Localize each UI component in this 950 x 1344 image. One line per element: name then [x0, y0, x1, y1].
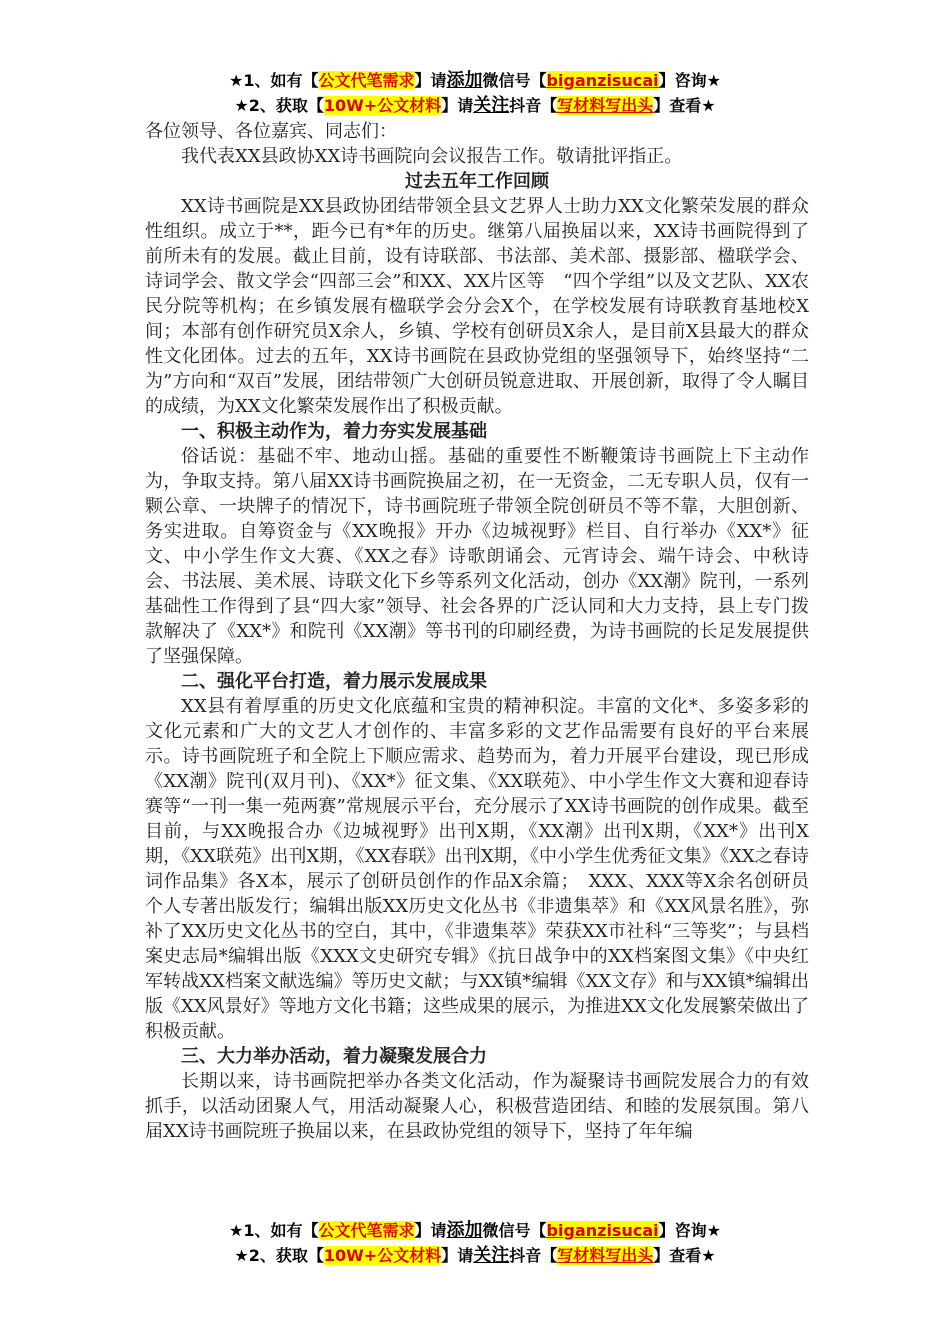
promo-banner-top: [0, 68, 950, 118]
highlight-materials: 10W+公文材料: [323, 1246, 442, 1265]
paragraph-activities: 长期以来，诗书画院把举办各类文化活动，作为凝聚诗书画院发展合力的有效抓手，以活动团聚人气，用活动凝聚人心，积极营造团结、和睦的发展氛围。第八届XX诗书画院班子换届以来，在县政协党组的领导下，坚持了年年编: [145, 1071, 809, 1142]
highlight-ghostwriting: 公文代笔需求: [318, 71, 415, 90]
intro-paragraph: 我代表XX县政协XX诗书画院向会议报告工作。敬请批评指正。: [181, 146, 683, 167]
paragraph-foundation: 俗话说：基础不牢、地动山摇。基础的重要性不断鞭策诗书画院上下主动作为，争取支持。第八届XX诗书画院换届之初，在一无资金，二无专职人员，仅有一颗公章、一块牌子的情况下，诗书画院班子带领全院创研员不等不靠，大胆创新、务实进取。自筹资金与《XX晚报》开办《边城视野》栏目、自行举办《XX*》征文、中小学生作文大赛、《XX之春》诗歌朗诵会、元宵诗会、端午诗会、中秋诗会、书法展、美术展、诗联文化下乡等系列文化活动，创办《XX潮》院刊，一系列基础性工作得到了县“四大家”领导、社会各界的广泛认同和大力支持，县上专门拨款解决了《XX*》和院刊《XX潮》等书刊的印刷经费，为诗书画院的长足发展提供了坚强保障。: [145, 446, 809, 667]
promo-line-1: ★1、如有【公文代笔需求】请添加微信号【biganzisucai】咨询★: [229, 1220, 721, 1241]
highlight-ghostwriting: 公文代笔需求: [318, 1221, 415, 1240]
highlight-douyin-account: 写材料写出头: [557, 1246, 654, 1265]
heading-2: 二、强化平台打造，着力展示发展成果: [181, 671, 487, 692]
heading-3: 三、大力举办活动，着力凝聚发展合力: [181, 1046, 487, 1067]
highlight-materials: 10W+公文材料: [323, 96, 442, 115]
highlight-wechat-id: biganzisucai: [546, 71, 659, 90]
promo-line-2: ★2、获取【10W+公文材料】请关注抖音【写材料写出头】查看★: [234, 1245, 716, 1266]
promo-line-1: ★1、如有【公文代笔需求】请添加微信号【biganzisucai】咨询★: [229, 70, 721, 91]
document-body: [145, 119, 809, 1144]
promo-banner-bottom: [0, 1218, 950, 1268]
heading-1: 一、积极主动作为，着力夯实发展基础: [181, 421, 487, 442]
paragraph-platform: XX县有着厚重的历史文化底蕴和宝贵的精神积淀。丰富的文化*、多姿多彩的文化元素和广大的文艺人才创作的、丰富多彩的文艺作品需要有良好的平台来展示。诗书画院班子和全院上下顺应需求、趋势而为，着力开展平台建设，现已形成《XX潮》院刊(双月刊)、《XX*》征文集、《XX联苑》、中小学生作文大赛和迎春诗赛等“一刊一集一苑两赛”常规展示平台，充分展示了XX诗书画院的创作成果。截至目前，与XX晚报合办《边城视野》出刊X期，《XX潮》出刊X期，《XX*》出刊X期，《XX联苑》出刊X期，《XX春联》出刊X期，《中小学生优秀征文集》《XX之春诗词作品集》各X本，展示了创研员创作的作品X余篇； XXX、XXX等X余名创研员个人专著出版发行；编辑出版XX历史文化丛书《非遗集萃》和《XX风景名胜》，弥补了XX历史文化丛书的空白，其中，《非遗集萃》荣获XX市社科“三等奖”；与县档案史志局*编辑出版《XXX文史研究专辑》《抗日战争中的XX档案图文集》《中央红军转战XX档案文献选编》等历史文献；与XX镇*编辑《XX文存》和与XX镇*编辑出版《XX风景好》等地方文化书籍；这些成果的展示，为推进XX文化发展繁荣做出了积极贡献。: [145, 696, 809, 1042]
salutation: 各位领导、各位嘉宾、同志们：: [145, 121, 397, 142]
paragraph-overview: XX诗书画院是XX县政协团结带领全县文艺界人士助力XX文化繁荣发展的群众性组织。成立于**，距今已有*年的历史。继第八届换届以来，XX诗书画院得到了前所未有的发展。截止目前，设有诗联部、书法部、美术部、摄影部、楹联学会、诗词学会、散文学会“四部三会”和XX、XX片区等 “四个学组”以及文艺队、XX农民分院等机构；在乡镇发展有楹联学会分会X个，在学校发展有诗联教育基地校X间；本部有创作研究员X余人，乡镇、学校有创研员X余人，是目前X县最大的群众性文化团体。过去的五年，XX诗书画院在县政协党组的坚强领导下，始终坚持“二为”方向和“双百”发展，团结带领广大创研员锐意进取、开展创新，取得了令人瞩目的成绩，为XX文化繁荣发展作出了积极贡献。: [145, 196, 809, 417]
section-title: 过去五年工作回顾: [405, 171, 549, 192]
highlight-douyin-account: 写材料写出头: [557, 96, 654, 115]
promo-line-2: ★2、获取【10W+公文材料】请关注抖音【写材料写出头】查看★: [234, 95, 716, 116]
highlight-wechat-id: biganzisucai: [546, 1221, 659, 1240]
